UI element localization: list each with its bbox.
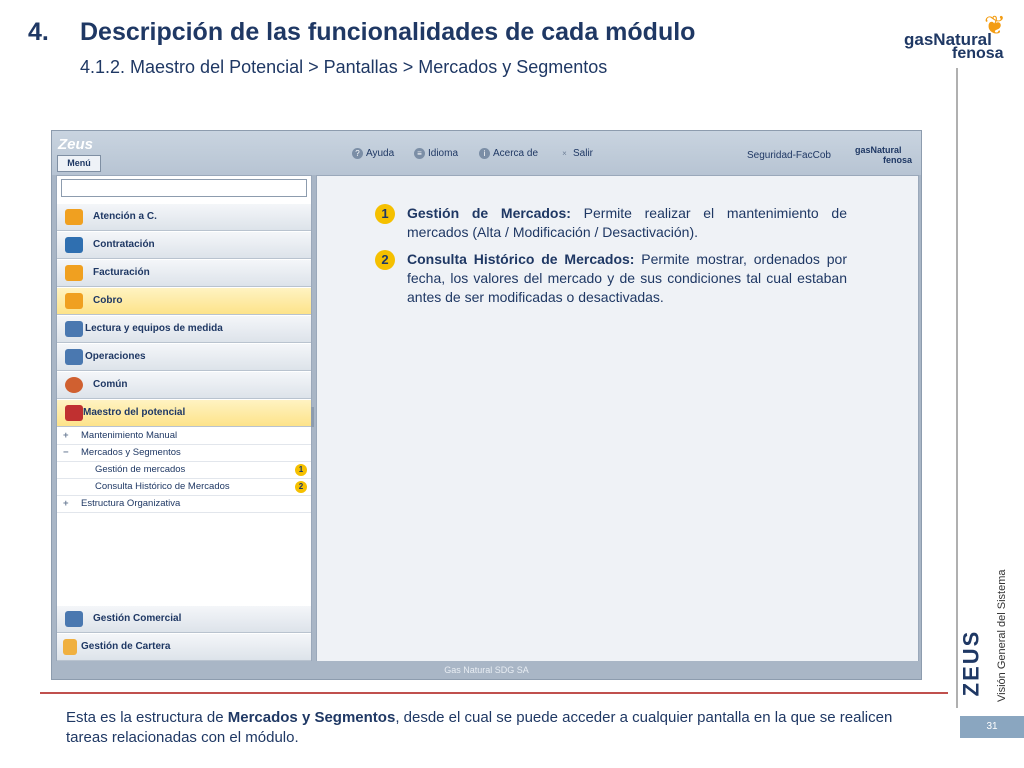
nav-label: Maestro del potencial — [83, 407, 186, 418]
subnav-label: Mercados y Segmentos — [81, 447, 181, 458]
folder-icon — [63, 639, 77, 655]
nav-label: Gestión Comercial — [93, 613, 182, 624]
side-caption — [993, 569, 1011, 705]
zeus-logo-text: ZEUS — [958, 629, 984, 697]
subnav-estructura[interactable] — [57, 496, 311, 513]
callout-badge: 2 — [375, 250, 395, 270]
help-icon: ? — [352, 148, 363, 159]
section-number: 4. — [28, 18, 49, 46]
nav-label: Lectura y equipos de medida — [85, 323, 223, 334]
person-icon — [65, 265, 83, 281]
footer-post: , desde el cual se puede acceder a cualquier pantalla en la que se realicen tareas relacionadas con el módulo. — [66, 709, 893, 746]
note-1 — [381, 204, 847, 242]
nav-label: Facturación — [93, 267, 150, 278]
side-caption-text: Visión General del Sistema — [996, 569, 1008, 702]
slide-subtitle: 4.1.2. Maestro del Potencial > Pantallas > Mercados y Segmentos — [80, 57, 608, 77]
panel-splitter[interactable] — [311, 407, 314, 427]
nav-label: Operaciones — [85, 351, 146, 362]
expand-icon: + — [63, 430, 69, 441]
app-footer: Gas Natural SDG SA — [52, 661, 921, 679]
brand-word-1: gasNatural — [904, 30, 992, 49]
nav-label: Gestión de Cartera — [81, 641, 171, 652]
footer-pre: Esta es la estructura de — [66, 709, 228, 726]
right-divider — [956, 68, 958, 708]
note-title: Gestión de Mercados: — [407, 205, 571, 221]
note-text: Permite mostrar, ordenados por fecha, los valores del mercado y de sus condiciones tal cual estaban antes de ser modificadas o desactivadas. — [407, 251, 848, 305]
about-label: Acerca de — [493, 148, 539, 160]
nav-maestro-potencial[interactable] — [57, 400, 311, 427]
content-area — [316, 175, 919, 663]
help-label: Ayuda — [366, 148, 395, 160]
nav-comun[interactable] — [57, 372, 311, 399]
note-text: Permite realizar el mantenimiento de mercados (Alta / Modificación / Desactivación). — [407, 205, 847, 240]
slide-title — [28, 18, 695, 47]
table-icon — [65, 321, 83, 337]
nav-gestion-cartera[interactable] — [57, 634, 311, 661]
nav-cobro[interactable] — [57, 288, 311, 315]
brand-logo — [900, 12, 1018, 64]
person-icon — [65, 293, 83, 309]
callout-badge: 2 — [295, 481, 307, 493]
collapse-icon: − — [63, 447, 69, 458]
close-icon: × — [562, 149, 567, 158]
nav-atencion[interactable] — [57, 204, 311, 231]
bottom-divider — [40, 692, 948, 694]
menu-search-input[interactable] — [61, 179, 307, 197]
note-title: Consulta Histórico de Mercados: — [407, 251, 635, 267]
subnav-mantenimiento[interactable] — [57, 428, 311, 445]
nav-label: Común — [93, 379, 128, 390]
nav-label: Cobro — [93, 295, 123, 306]
app-logo: Zeus — [58, 136, 94, 153]
nav-label: Atención a C. — [93, 211, 157, 222]
callout-badge: 1 — [295, 464, 307, 476]
menu-panel — [56, 175, 312, 663]
gears-icon — [65, 377, 83, 393]
language-label: Idioma — [428, 148, 459, 160]
subnav-consulta-historico[interactable] — [57, 479, 311, 496]
exit-button[interactable] — [559, 148, 593, 159]
app-brand-line-1: gasNatural — [855, 145, 902, 155]
brand-word-2: fenosa — [952, 45, 1004, 62]
help-button[interactable] — [352, 148, 394, 159]
callout-badge: 1 — [375, 204, 395, 224]
nav-operaciones[interactable] — [57, 344, 311, 371]
language-icon: ≡ — [414, 148, 425, 159]
subnav-mercados[interactable] — [57, 445, 311, 462]
subnav-gestion-mercados[interactable] — [57, 462, 311, 479]
footer-text — [66, 708, 936, 748]
nav-lectura[interactable] — [57, 316, 311, 343]
app-header — [52, 131, 921, 175]
info-icon: i — [479, 148, 490, 159]
menu-button[interactable]: Menú — [57, 155, 101, 172]
chart-icon — [65, 405, 83, 421]
people-icon — [65, 237, 83, 253]
user-label: Seguridad-FacCob — [747, 150, 831, 161]
footer-bold: Mercados y Segmentos — [227, 709, 396, 726]
note-2 — [381, 250, 848, 307]
nav-facturacion[interactable] — [57, 260, 311, 287]
person-icon — [65, 209, 83, 225]
about-button[interactable] — [479, 148, 538, 159]
subnav-label: Gestión de mercados — [95, 464, 186, 475]
exit-label: Salir — [573, 148, 594, 160]
table-icon — [65, 349, 83, 365]
presentation-icon — [65, 611, 83, 627]
title-text: Descripción de las funcionalidades de cada módulo — [80, 18, 696, 46]
nav-label: Contratación — [93, 239, 155, 250]
language-button[interactable] — [414, 148, 458, 159]
nav-contratacion[interactable] — [57, 232, 311, 259]
expand-icon: + — [63, 498, 69, 509]
app-brand-logo — [855, 145, 912, 165]
app-window — [51, 130, 922, 680]
app-brand-line-2: fenosa — [883, 155, 913, 165]
subnav-label: Estructura Organizativa — [81, 498, 181, 509]
subnav-label: Mantenimiento Manual — [81, 430, 178, 441]
zeus-logo — [958, 620, 988, 710]
page-number: 31 — [960, 716, 1024, 738]
subnav-label: Consulta Histórico de Mercados — [95, 481, 230, 492]
butterfly-icon: ❦ — [984, 10, 1006, 40]
nav-gestion-comercial[interactable] — [57, 606, 311, 633]
